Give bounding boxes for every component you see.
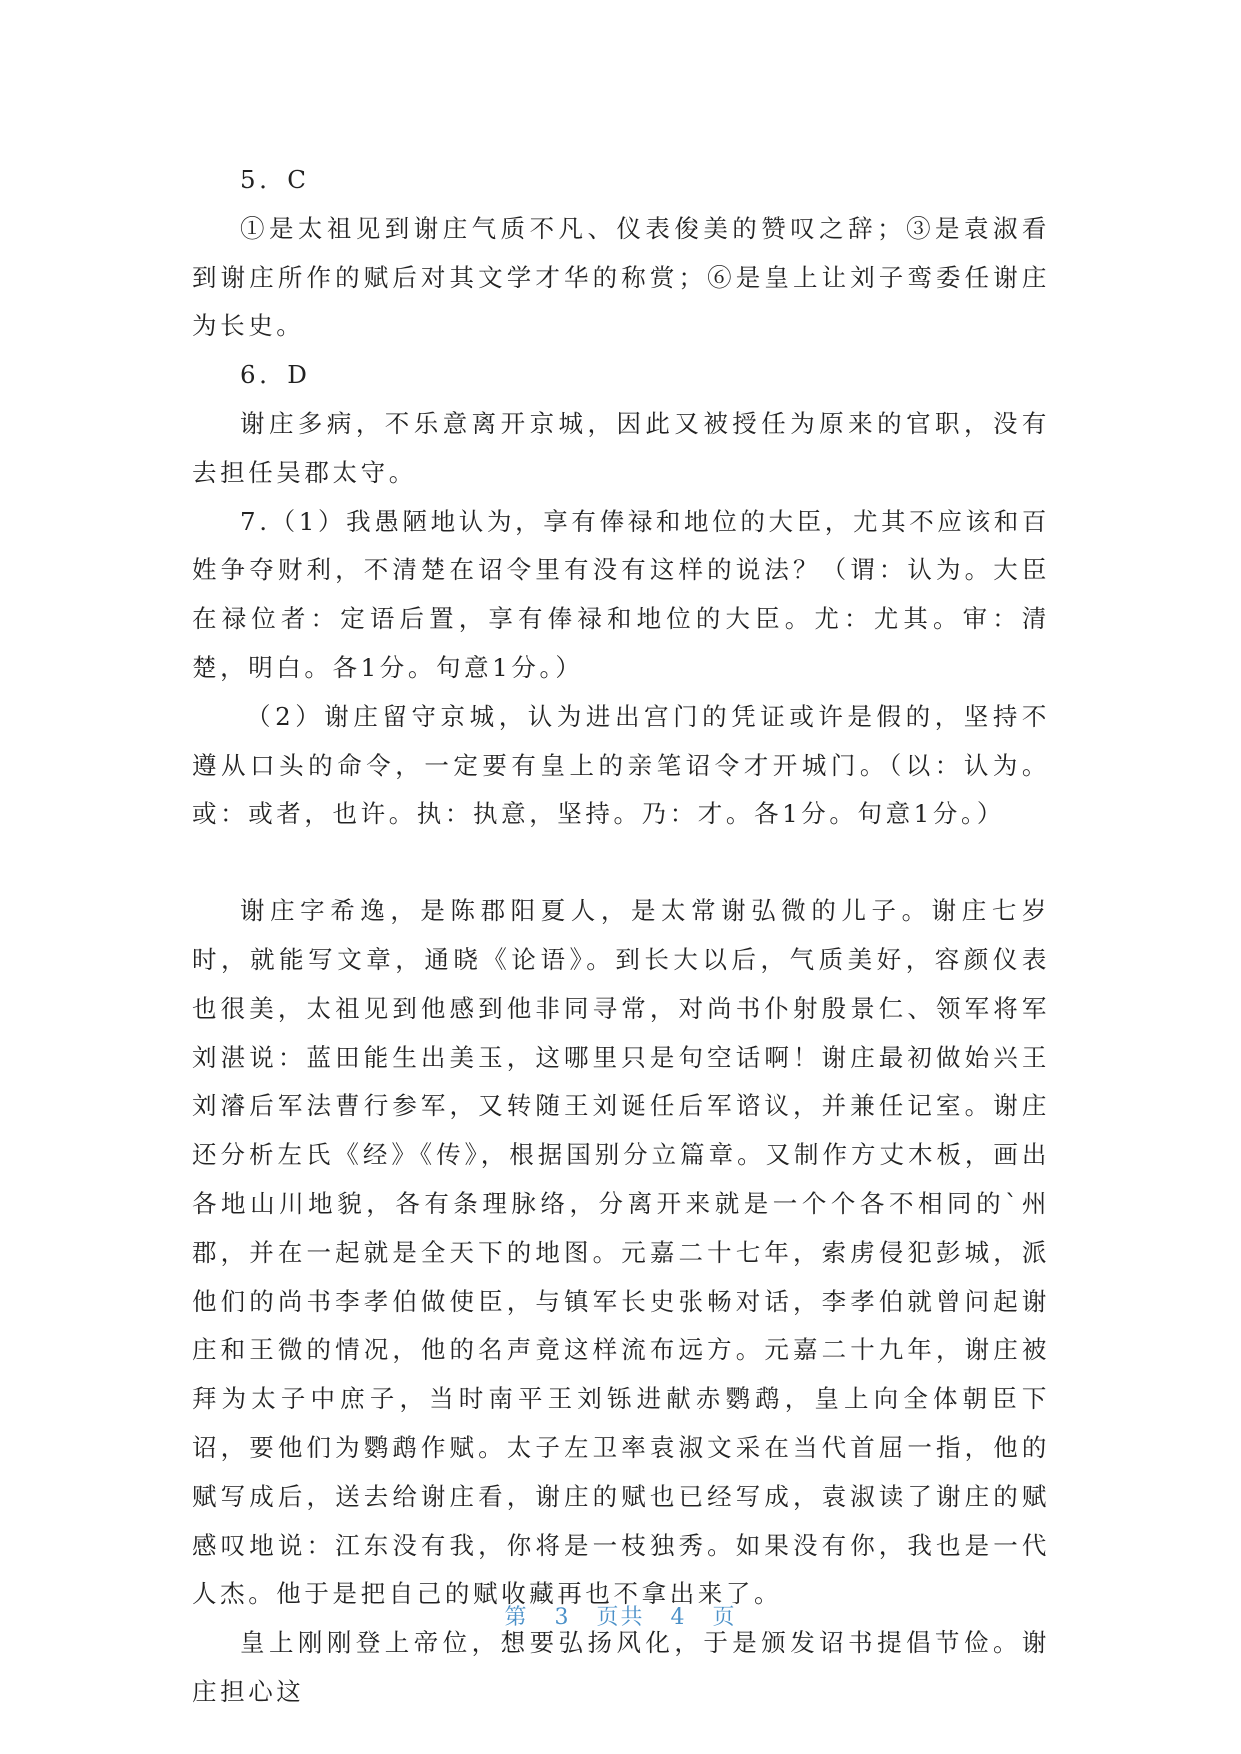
answer-6-explanation: 谢庄多病，不乐意离开京城，因此又被授任为原来的官职，没有去担任吴郡太守。 [192, 408, 1050, 487]
footer-total-pages: 4 [670, 1605, 687, 1630]
page-content [192, 156, 1050, 1717]
answer-7-part-1: 7.（1）我愚陋地认为，享有俸禄和地位的大臣，尤其不应该和百姓争夺财利，不清楚在诏令里有没有这样的说法？（谓：认为。大臣在禄位者：定语后置，享有俸禄和地位的大臣。尤：尤其。审：清楚，明白。各1分。句意1分。） [192, 506, 1050, 682]
answer-5-heading: 5．C [240, 165, 310, 194]
footer-prefix: 第 [504, 1605, 529, 1630]
footer-suffix: 页 [712, 1605, 737, 1630]
footer-current-page: 3 [554, 1605, 571, 1630]
answer-6-heading: 6．D [240, 360, 311, 390]
translation-paragraph-1: 谢庄字希逸，是陈郡阳夏人，是太常谢弘微的儿子。谢庄七岁时，就能写文章，通晓《论语》。到长大以后，气质美好，容颜仪表也很美，太祖见到他感到他非同寻常，对尚书仆射殷景仁、领军将军刘湛说：蓝田能生出美玉，这哪里只是句空话啊！谢庄最初做始兴王刘濬后军法曹行参军，又转随王刘诞任后军谘议，并兼任记室。谢庄还分析左氏《经》《传》，根据国别分立篇章。又制作方丈木板，画出各地山川地貌，各有条理脉络，分离开来就是一个个各不相同的`州郡，并在一起就是全天下的地图。元嘉二十七年，索虏侵犯彭城，派他们的尚书李孝伯做使臣，与镇军长史张畅对话，李孝伯就曾问起谢庄和王微的情况，他的名声竟这样流布远方。元嘉二十九年，谢庄被拜为太子中庶子，当时南平王刘铄进献赤鹦鹉，皇上向全体朝臣下诏，要他们为鹦鹉作赋。太子左卫率袁淑文采在当代首屈一指，他的赋写成后，送去给谢庄看，谢庄的赋也已经写成，袁淑读了谢庄的赋感叹地说：江东没有我，你将是一枝独秀。如果没有你，我也是一代人杰。他于是把自己的赋收藏再也不拿出来了。 [192, 896, 1050, 1609]
page-footer [0, 1600, 1241, 1631]
answer-5-explanation: ①是太祖见到谢庄气质不凡、仪表俊美的赞叹之辞；③是袁淑看到谢庄所作的赋后对其文学才华的称赏；⑥是皇上让刘子鸾委任谢庄为长史。 [192, 213, 1050, 341]
translation-paragraph-2: 皇上刚刚登上帝位，想要弘扬风化，于是颁发诏书提倡节俭。谢庄担心这 [192, 1628, 1050, 1706]
section-gap [192, 839, 1050, 887]
footer-middle: 页共 [596, 1605, 645, 1630]
answer-7-part-2: （2）谢庄留守京城，认为进出宫门的凭证或许是假的，坚持不遵从口头的命令，一定要有皇上的亲笔诏令才开城门。（以：认为。或：或者，也许。执：执意，坚持。乃：才。各1分。句意1分。） [192, 701, 1050, 829]
